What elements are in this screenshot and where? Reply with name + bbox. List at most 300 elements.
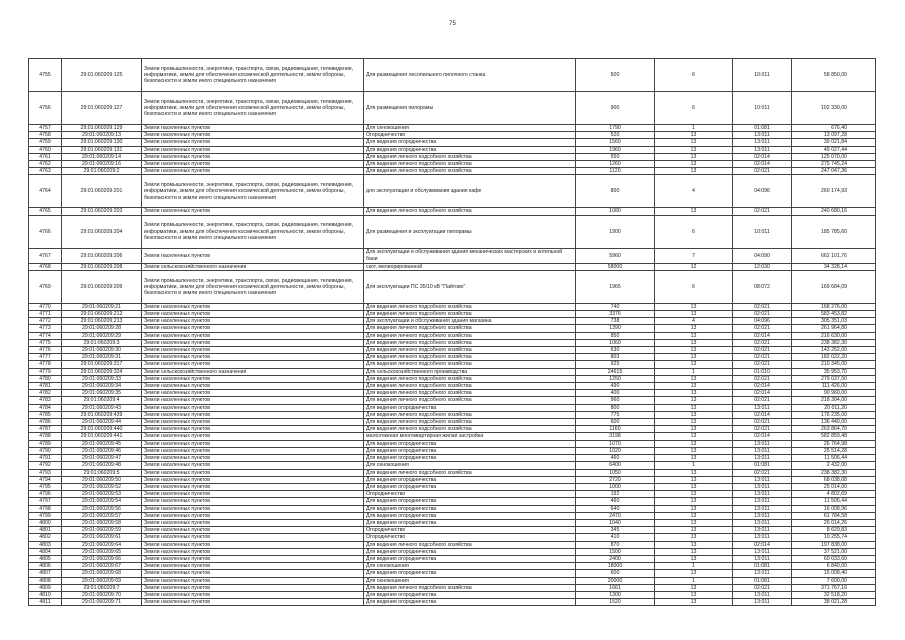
cell-land-category: Земли промышленности, энергетики, транспорта, связи, радиовещания, телевидения, информатики, земли для обеспечения космической деятельности, земли обороны, безопасности и земли иного специального назначения (142, 175, 364, 208)
cell-group-code: 13 (655, 541, 733, 548)
cell-cadastral-number: 29:01:060209:71 (62, 599, 142, 606)
cell-group-code: 13 (655, 375, 733, 382)
table-row (29, 303, 876, 310)
cell-permitted-use: Для ведения личного подсобного хозяйства (364, 208, 576, 215)
cell-area: 20000 (576, 577, 655, 584)
cell-land-category: Земли населенных пунктов (142, 591, 364, 598)
cell-group-code: 13 (655, 161, 733, 168)
table-row (29, 584, 876, 591)
cell-land-category: Земли сельскохозяйственного назначения (142, 368, 364, 375)
cell-cadastral-value: 25 514,28 (792, 447, 876, 454)
cell-row-number: 4796 (29, 491, 62, 498)
cell-land-category: Земли населенных пунктов (142, 248, 364, 263)
cell-row-number: 4803 (29, 541, 62, 548)
cell-land-category: Земли населенных пунктов (142, 361, 364, 368)
cell-land-category: Земли населенных пунктов (142, 339, 364, 346)
table-row (29, 153, 876, 160)
table-row (29, 555, 876, 562)
cell-group-code: 1 (655, 577, 733, 584)
table-row (29, 175, 876, 208)
table-row (29, 433, 876, 440)
cell-cadastral-number: 29:01:060209:44 (62, 419, 142, 426)
cell-use-code: 02:021 (733, 208, 792, 215)
table-row (29, 248, 876, 263)
cell-permitted-use: Для сенокошения (364, 462, 576, 469)
table-row (29, 563, 876, 570)
cell-area: 520 (576, 132, 655, 139)
cell-area: 1020 (576, 447, 655, 454)
cell-use-code: 13:011 (733, 548, 792, 555)
cell-cadastral-value: 7 600,00 (792, 577, 876, 584)
cell-use-code: 01:010 (733, 368, 792, 375)
table-row (29, 462, 876, 469)
cell-use-code: 02:021 (733, 168, 792, 175)
cell-area: 1000 (576, 483, 655, 490)
cell-cadastral-value: 136 440,00 (792, 419, 876, 426)
cell-row-number: 4798 (29, 505, 62, 512)
cell-use-code: 02:021 (733, 397, 792, 404)
cell-use-code: 13:011 (733, 527, 792, 534)
cell-area: 192 (576, 491, 655, 498)
cell-group-code: 13 (655, 383, 733, 390)
cell-cadastral-value: 176 235,00 (792, 411, 876, 418)
cell-cadastral-number: 29:01:060209:70 (62, 591, 142, 598)
table-row (29, 208, 876, 215)
cell-land-category: Земли населенных пунктов (142, 527, 364, 534)
table-row (29, 476, 876, 483)
cell-row-number: 4785 (29, 411, 62, 418)
cell-cadastral-value: 662 101,76 (792, 248, 876, 263)
cell-group-code: 13 (655, 354, 733, 361)
cell-permitted-use: Огородничество (364, 491, 576, 498)
cell-row-number: 4766 (29, 215, 62, 248)
cell-permitted-use: Для ведения личного подсобного хозяйства (364, 153, 576, 160)
cell-cadastral-number: 29:01:060209:69 (62, 577, 142, 584)
cell-area: 1250 (576, 375, 655, 382)
cell-row-number: 4759 (29, 139, 62, 146)
cadastral-value-table (28, 58, 876, 606)
cell-area: 1560 (576, 139, 655, 146)
cell-land-category: Земли населенных пунктов (142, 519, 364, 526)
cell-permitted-use: Для ведения личного подсобного хозяйства (364, 411, 576, 418)
cell-use-code: 13:011 (733, 440, 792, 447)
cell-permitted-use: Для ведения личного подсобного хозяйства (364, 469, 576, 476)
cell-group-code: 1 (655, 563, 733, 570)
cell-area: 410 (576, 534, 655, 541)
cell-area: 740 (576, 303, 655, 310)
cell-cadastral-value: 38 021,28 (792, 599, 876, 606)
cell-permitted-use: Для ведения огородничества (364, 512, 576, 519)
cell-use-code: 02:014 (733, 383, 792, 390)
cell-cadastral-number: 29:01:060209:130 (62, 139, 142, 146)
cell-use-code: 04:096 (733, 175, 792, 208)
cell-use-code: 13:011 (733, 146, 792, 153)
cell-area: 500 (576, 59, 655, 92)
cell-cadastral-number: 29:01:060209:317 (62, 361, 142, 368)
cell-row-number: 4808 (29, 577, 62, 584)
cell-use-code: 02:014 (733, 411, 792, 418)
cell-cadastral-value: 247 047,36 (792, 168, 876, 175)
cell-cadastral-number: 29:01:060209:59 (62, 527, 142, 534)
cell-area: 460 (576, 498, 655, 505)
cell-row-number: 4756 (29, 92, 62, 125)
table-row (29, 368, 876, 375)
cell-land-category: Земли населенных пунктов (142, 153, 364, 160)
cell-cadastral-value: 26 014,26 (792, 519, 876, 526)
table-row (29, 527, 876, 534)
cell-cadastral-value: 240 680,16 (792, 208, 876, 215)
cell-group-code: 13 (655, 433, 733, 440)
cell-permitted-use: Для размещения лесопильного пилочного станка (364, 59, 576, 92)
cell-cadastral-value: 371 767,16 (792, 584, 876, 591)
cell-land-category: Земли населенных пунктов (142, 132, 364, 139)
cell-area: 2400 (576, 555, 655, 562)
cell-group-code: 13 (655, 570, 733, 577)
cell-land-category: Земли населенных пунктов (142, 498, 364, 505)
cell-row-number: 4788 (29, 433, 62, 440)
cell-use-code: 13:011 (733, 555, 792, 562)
cell-row-number: 4775 (29, 339, 62, 346)
cell-cadastral-value: 61 784,58 (792, 512, 876, 519)
cell-land-category: Земли населенных пунктов (142, 491, 364, 498)
table-row (29, 505, 876, 512)
cell-row-number: 4799 (29, 512, 62, 519)
cell-group-code: 7 (655, 248, 733, 263)
cell-group-code: 13 (655, 419, 733, 426)
cell-cadastral-number: 29:01:060209:43 (62, 404, 142, 411)
cell-area: 738 (576, 318, 655, 325)
cell-use-code: 02:021 (733, 375, 792, 382)
table-row (29, 419, 876, 426)
cell-group-code: 13 (655, 303, 733, 310)
cell-row-number: 4789 (29, 440, 62, 447)
cell-cadastral-number: 29:01:060209:125 (62, 59, 142, 92)
cell-use-code: 02:021 (733, 339, 792, 346)
table-row (29, 455, 876, 462)
cell-cadastral-number: 29:01:060209:67 (62, 563, 142, 570)
cell-land-category: Земли населенных пунктов (142, 311, 364, 318)
cell-permitted-use: Для ведения огородничества (364, 139, 576, 146)
cell-cadastral-value: 238 382,30 (792, 469, 876, 476)
cell-use-code: 13:011 (733, 498, 792, 505)
cell-group-code: 13 (655, 404, 733, 411)
cell-area: 1160 (576, 426, 655, 433)
cell-use-code: 02:021 (733, 426, 792, 433)
cell-area: 58000 (576, 263, 655, 270)
cell-cadastral-value: 169 684,09 (792, 270, 876, 303)
cell-group-code: 13 (655, 491, 733, 498)
cell-land-category: Земли населенных пунктов (142, 555, 364, 562)
cell-cadastral-number: 29:01:060209:208 (62, 263, 142, 270)
cell-row-number: 4793 (29, 469, 62, 476)
cell-group-code: 13 (655, 311, 733, 318)
table-row (29, 599, 876, 606)
cell-use-code: 13:011 (733, 476, 792, 483)
cell-permitted-use: Для ведения личного подсобного хозяйства (364, 325, 576, 332)
cell-row-number: 4762 (29, 161, 62, 168)
cell-use-code: 13:011 (733, 534, 792, 541)
cell-area: 1070 (576, 440, 655, 447)
cell-permitted-use: Для ведения огородничества (364, 455, 576, 462)
cell-cadastral-number: 29:01:060209:31 (62, 354, 142, 361)
table-row (29, 548, 876, 555)
cell-row-number: 4758 (29, 132, 62, 139)
cell-land-category: Земли населенных пунктов (142, 469, 364, 476)
cell-cadastral-number: 29:01:060209:33 (62, 375, 142, 382)
cell-row-number: 4786 (29, 419, 62, 426)
cell-cadastral-value: 20 011,20 (792, 404, 876, 411)
table-row (29, 339, 876, 346)
cell-land-category: Земли населенных пунктов (142, 168, 364, 175)
cell-permitted-use: Для ведения огородничества (364, 476, 576, 483)
table-row (29, 92, 876, 125)
cell-permitted-use: Для ведения огородничества (364, 548, 576, 555)
cell-group-code: 4 (655, 318, 733, 325)
cell-cadastral-number: 29:01:060209:29 (62, 332, 142, 339)
cell-land-category: Земли населенных пунктов (142, 383, 364, 390)
cell-cadastral-value: 4 802,69 (792, 491, 876, 498)
cell-permitted-use: Для ведения огородничества (364, 440, 576, 447)
cell-cadastral-number: 29:01:060209:35 (62, 390, 142, 397)
table-row (29, 498, 876, 505)
cell-area: 490 (576, 383, 655, 390)
cell-cadastral-number: 29:01:060209:2 (62, 168, 142, 175)
cell-row-number: 4776 (29, 347, 62, 354)
cell-permitted-use: Для ведения личного подсобного хозяйства (364, 375, 576, 382)
cell-permitted-use: Для ведения личного подсобного хозяйства (364, 390, 576, 397)
cell-group-code: 13 (655, 397, 733, 404)
cell-group-code: 13 (655, 208, 733, 215)
table-row (29, 541, 876, 548)
cell-cadastral-value: 676,40 (792, 125, 876, 132)
cell-row-number: 4810 (29, 591, 62, 598)
cell-cadastral-number: 29:01:060209:209 (62, 270, 142, 303)
cell-cadastral-value: 34 328,14 (792, 263, 876, 270)
cell-land-category: Земли населенных пунктов (142, 462, 364, 469)
cell-area: 1300 (576, 591, 655, 598)
cell-group-code: 13 (655, 153, 733, 160)
table-row (29, 440, 876, 447)
cell-permitted-use: Для ведения личного подсобного хозяйства (364, 419, 576, 426)
cell-use-code: 13:011 (733, 519, 792, 526)
cell-group-code: 13 (655, 534, 733, 541)
cell-cadastral-number: 29:01:060209:13 (62, 132, 142, 139)
cell-area: 925 (576, 361, 655, 368)
cell-use-code: 10:011 (733, 215, 792, 248)
cell-permitted-use: Для эксплуатации и обслуживания здания механических мастерских и котельной бани (364, 248, 576, 263)
cell-cadastral-number: 29:01:060209:204 (62, 215, 142, 248)
cell-group-code: 13 (655, 339, 733, 346)
table-row (29, 534, 876, 541)
cell-land-category: Земли сельскохозяйственного назначения (142, 263, 364, 270)
table-row (29, 447, 876, 454)
cell-permitted-use: для эксплуатации и обслуживания здания кафе (364, 175, 576, 208)
cell-use-code: 02:021 (733, 325, 792, 332)
cell-area: 1790 (576, 125, 655, 132)
cell-row-number: 4801 (29, 527, 62, 534)
cell-land-category: Земли населенных пунктов (142, 563, 364, 570)
cell-permitted-use: Для ведения личного подсобного хозяйства (364, 303, 576, 310)
table-row (29, 332, 876, 339)
table-row (29, 311, 876, 318)
cell-group-code: 13 (655, 361, 733, 368)
cell-row-number: 4769 (29, 270, 62, 303)
cell-cadastral-number: 29:01:060209:50 (62, 476, 142, 483)
cell-group-code: 6 (655, 59, 733, 92)
cell-land-category: Земли населенных пунктов (142, 125, 364, 132)
cell-row-number: 4805 (29, 555, 62, 562)
cell-row-number: 4773 (29, 325, 62, 332)
cell-land-category: Земли населенных пунктов (142, 447, 364, 454)
cell-use-code: 10:011 (733, 59, 792, 92)
cell-cadastral-number: 29:01:060209:56 (62, 505, 142, 512)
cell-cadastral-value: 218 304,00 (792, 397, 876, 404)
cell-cadastral-value: 168 276,00 (792, 303, 876, 310)
cell-cadastral-value: 25 014,00 (792, 483, 876, 490)
cell-land-category: Земли населенных пунктов (142, 303, 364, 310)
cell-land-category: Земли населенных пунктов (142, 375, 364, 382)
table-row (29, 325, 876, 332)
cell-land-category: Земли промышленности, энергетики, транспорта, связи, радиовещания, телевидения, информатики, земли для обеспечения космической деятельности, земли обороны, безопасности и земли иного специального назначения (142, 270, 364, 303)
cell-cadastral-number: 29:01:060209:68 (62, 570, 142, 577)
cell-cadastral-value: 2 432,00 (792, 462, 876, 469)
cell-cadastral-number: 29:01:060209:16 (62, 161, 142, 168)
cell-group-code: 1 (655, 368, 733, 375)
table-row (29, 270, 876, 303)
table-row (29, 347, 876, 354)
cell-use-code: 04:096 (733, 318, 792, 325)
cell-permitted-use: Для ведения личного подсобного хозяйства (364, 397, 576, 404)
cell-cadastral-number: 29:01:060209:213 (62, 318, 142, 325)
table-row (29, 354, 876, 361)
cell-cadastral-value: 185 785,60 (792, 215, 876, 248)
cell-cadastral-value: 210 345,00 (792, 361, 876, 368)
table-row (29, 318, 876, 325)
cell-group-code: 13 (655, 505, 733, 512)
cell-cadastral-number: 29:01:060209:441 (62, 433, 142, 440)
cell-group-code: 13 (655, 390, 733, 397)
cell-group-code: 12 (655, 263, 733, 270)
cell-row-number: 4783 (29, 397, 62, 404)
cell-group-code: 13 (655, 555, 733, 562)
cell-cadastral-value: 197 838,00 (792, 541, 876, 548)
cell-use-code: 02:014 (733, 390, 792, 397)
cell-land-category: Земли населенных пунктов (142, 411, 364, 418)
cell-cadastral-value: 13 097,28 (792, 132, 876, 139)
cell-area: 850 (576, 332, 655, 339)
cell-row-number: 4778 (29, 361, 62, 368)
cell-group-code: 13 (655, 440, 733, 447)
cell-cadastral-value: 11 506,44 (792, 455, 876, 462)
table-row (29, 591, 876, 598)
cell-area: 630 (576, 347, 655, 354)
cell-cadastral-number: 29:01:060209:45 (62, 440, 142, 447)
cell-area: 870 (576, 541, 655, 548)
cell-cadastral-value: 182 022,20 (792, 354, 876, 361)
cell-row-number: 4807 (29, 570, 62, 577)
cell-cadastral-number: 29:01:060209:3 (62, 339, 142, 346)
cell-land-category: Земли населенных пунктов (142, 455, 364, 462)
cell-permitted-use: Для эксплуатации и обслуживания здания магазина (364, 318, 576, 325)
cell-cadastral-value: 111 426,00 (792, 383, 876, 390)
cell-land-category: Земли населенных пунктов (142, 426, 364, 433)
table-row (29, 263, 876, 270)
cell-row-number: 4771 (29, 311, 62, 318)
cell-cadastral-value: 35 953,70 (792, 368, 876, 375)
cell-use-code: 02:014 (733, 332, 792, 339)
table-row (29, 519, 876, 526)
cell-land-category: Земли населенных пунктов (142, 584, 364, 591)
cell-land-category: Земли населенных пунктов (142, 433, 364, 440)
cell-cadastral-value: 49 027,44 (792, 146, 876, 153)
cell-permitted-use: Для ведения огородничества (364, 591, 576, 598)
cell-group-code: 6 (655, 92, 733, 125)
cell-cadastral-value: 68 038,08 (792, 476, 876, 483)
cell-row-number: 4774 (29, 332, 62, 339)
cell-use-code: 04:090 (733, 248, 792, 263)
cell-permitted-use: Для ведения личного подсобного хозяйства (364, 361, 576, 368)
cell-use-code: 02:014 (733, 433, 792, 440)
cell-land-category: Земли населенных пунктов (142, 390, 364, 397)
cell-cadastral-number: 29:01:060209:212 (62, 311, 142, 318)
cell-use-code: 13:011 (733, 599, 792, 606)
cell-permitted-use: Для ведения личного подсобного хозяйства (364, 354, 576, 361)
cell-cadastral-number: 29:01:060209:28 (62, 325, 142, 332)
table-row (29, 168, 876, 175)
cell-row-number: 4795 (29, 483, 62, 490)
cell-land-category: Земли населенных пунктов (142, 161, 364, 168)
cell-cadastral-value: 26 764,98 (792, 440, 876, 447)
cell-cadastral-value: 143 252,00 (792, 347, 876, 354)
cell-group-code: 13 (655, 483, 733, 490)
cell-use-code: 02:014 (733, 153, 792, 160)
cell-area: 2470 (576, 512, 655, 519)
cell-area: 345 (576, 527, 655, 534)
cell-group-code: 13 (655, 132, 733, 139)
table-row (29, 483, 876, 490)
table-row (29, 491, 876, 498)
cell-cadastral-number: 29:01:060209:58 (62, 519, 142, 526)
cell-row-number: 4794 (29, 476, 62, 483)
table-row (29, 139, 876, 146)
cell-row-number: 4802 (29, 534, 62, 541)
cell-cadastral-number: 29:01:060209:5 (62, 469, 142, 476)
cell-use-code: 02:021 (733, 584, 792, 591)
cell-row-number: 4772 (29, 318, 62, 325)
cell-row-number: 4780 (29, 375, 62, 382)
cell-area: 460 (576, 455, 655, 462)
cell-cadastral-value: 10 255,74 (792, 534, 876, 541)
table-row (29, 570, 876, 577)
cell-permitted-use: Для ведения личного подсобного хозяйства (364, 383, 576, 390)
cell-use-code: 01:081 (733, 577, 792, 584)
cell-row-number: 4811 (29, 599, 62, 606)
cell-use-code: 08:072 (733, 270, 792, 303)
cell-group-code: 13 (655, 584, 733, 591)
cell-use-code: 02:021 (733, 469, 792, 476)
cell-group-code: 13 (655, 332, 733, 339)
cell-cadastral-number: 29:01:060209:14 (62, 153, 142, 160)
cell-area: 600 (576, 419, 655, 426)
cell-permitted-use: Для ведения огородничества (364, 404, 576, 411)
cell-permitted-use: Для ведения личного подсобного хозяйства (364, 347, 576, 354)
cell-cadastral-value: 58 850,00 (792, 59, 876, 92)
cell-group-code: 6 (655, 270, 733, 303)
table-row (29, 59, 876, 92)
cell-land-category: Земли населенных пунктов (142, 347, 364, 354)
cell-row-number: 4765 (29, 208, 62, 215)
cell-land-category: Земли населенных пунктов (142, 483, 364, 490)
